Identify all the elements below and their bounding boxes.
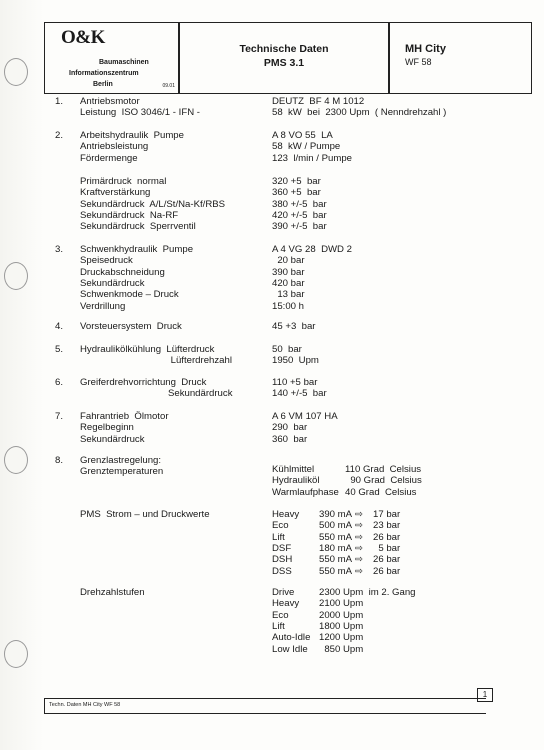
- doc-subtitle: PMS 3.1: [263, 57, 305, 69]
- pms-pressure: 5 bar: [373, 542, 401, 554]
- spec-value: 390 +/-5 bar: [272, 221, 327, 233]
- section-number: 2.: [55, 130, 64, 141]
- spec-label: Schwenkhydraulik Pumpe: [80, 244, 194, 255]
- header-title-box: [178, 22, 390, 94]
- pms-mode: DSS: [272, 565, 292, 577]
- speed-value: 1800 Upm: [319, 620, 364, 632]
- spec-value: 20 bar: [272, 255, 305, 267]
- pms-arrow-icon: ⇨: [355, 520, 364, 532]
- pms-current: 550 mA: [319, 565, 353, 577]
- spec-value: 123 l/min / Pumpe: [272, 152, 352, 164]
- speed-value: 2100 Upm: [319, 598, 364, 610]
- spec-value: 380 +/-5 bar: [272, 198, 327, 210]
- spec-label: Sekundärdruck Na-RF: [80, 209, 179, 221]
- temp-value: 90 Grad Celsius: [345, 475, 422, 487]
- spec-value: A 8 VO 55 LA: [272, 130, 333, 141]
- section-number: 8.: [55, 455, 64, 466]
- punch-hole: [4, 262, 28, 290]
- spec-label: Druckabschneidung: [80, 266, 165, 278]
- spec-label: Leistung ISO 3046/1 - IFN -: [80, 107, 200, 119]
- spec-label: Primärdruck normal: [80, 176, 167, 187]
- logo-line1: Baumaschinen: [99, 59, 149, 66]
- pms-current: 550 mA: [319, 554, 353, 566]
- speed-mode: Drive: [272, 587, 295, 598]
- pms-arrow-icon: ⇨: [355, 531, 364, 543]
- spec-value: 360 +5 bar: [272, 187, 321, 199]
- footer-text: Techn. Daten MH City WF 58: [49, 702, 121, 708]
- speed-mode: Lift: [272, 620, 285, 632]
- spec-label: Grenzlastregelung:: [80, 455, 162, 466]
- spec-value: 45 +3 bar: [272, 321, 316, 332]
- pms-mode: Heavy: [272, 509, 300, 520]
- spec-label: Grenztemperaturen: [80, 466, 164, 478]
- section-number: 3.: [55, 244, 64, 255]
- temp-name: Warmlaufphase: [272, 486, 339, 498]
- spec-label: Antriebsleistung: [80, 141, 149, 153]
- temp-value: 110 Grad Celsius: [345, 464, 422, 475]
- header-logo-box: [44, 22, 180, 94]
- spec-value: 1950 Upm: [272, 355, 319, 367]
- spec-label: Speisedruck: [80, 255, 133, 267]
- spec-value: 360 bar: [272, 433, 308, 445]
- spec-label: Lüfterdrehzahl: [80, 355, 232, 367]
- pms-label: PMS Strom – und Druckwerte: [80, 509, 210, 520]
- spec-label: Kraftverstärkung: [80, 187, 151, 199]
- model-name: MH City: [405, 43, 446, 55]
- pms-pressure: 26 bar: [373, 531, 401, 543]
- spec-label: Fördermenge: [80, 152, 138, 164]
- spec-label: Sekundärdruck Sperrventil: [80, 221, 196, 233]
- pms-mode: DSH: [272, 554, 293, 566]
- doc-title: Technische Daten: [239, 43, 329, 55]
- spec-value: DEUTZ BF 4 M 1012: [272, 96, 365, 107]
- speed-mode: Eco: [272, 609, 289, 621]
- spec-label: Antriebsmotor: [80, 96, 140, 107]
- spec-label: Sekundärdruck: [80, 277, 145, 289]
- spec-label: Fahrantrieb Ölmotor: [80, 411, 169, 422]
- company-logo: O&K: [61, 27, 105, 48]
- punch-hole: [4, 640, 28, 668]
- temp-value: 40 Grad Celsius: [345, 486, 417, 498]
- pms-current: 180 mA: [319, 542, 353, 554]
- section-number: 1.: [55, 96, 64, 107]
- speed-mode: Low Idle: [272, 643, 308, 655]
- pms-arrow-icon: ⇨: [355, 554, 364, 566]
- spec-value: A 6 VM 107 HA: [272, 411, 338, 422]
- spec-label: Sekundärdruck A/L/St/Na-Kf/RBS: [80, 198, 226, 210]
- spec-value: 290 bar: [272, 422, 308, 434]
- spec-label: Vorsteuersystem Druck: [80, 321, 182, 332]
- spec-value: 50 bar: [272, 344, 302, 355]
- spec-value: A 4 VG 28 DWD 2: [272, 244, 352, 255]
- punch-hole: [4, 58, 28, 86]
- footer-box: [44, 698, 486, 714]
- speed-value: 2000 Upm: [319, 609, 364, 621]
- spec-value: 420 +/-5 bar: [272, 209, 327, 221]
- spec-value: 320 +5 bar: [272, 176, 321, 187]
- pms-pressure: 26 bar: [373, 554, 401, 566]
- temp-name: Hydrauliköl: [272, 475, 320, 487]
- punch-hole: [4, 446, 28, 474]
- pms-pressure: 26 bar: [373, 565, 401, 577]
- speed-mode: Auto-Idle: [272, 632, 311, 644]
- spec-label: Greiferdrehvorrichtung Druck: [80, 377, 207, 388]
- page-number: 1: [477, 688, 493, 702]
- pms-mode: Eco: [272, 520, 289, 532]
- spec-value: 420 bar: [272, 277, 305, 289]
- section-number: 4.: [55, 321, 64, 332]
- logo-line2: Informationszentrum: [69, 70, 139, 77]
- model-sub: WF 58: [405, 57, 432, 67]
- pms-mode: DSF: [272, 542, 292, 554]
- spec-value: 110 +5 bar: [272, 377, 318, 388]
- section-number: 7.: [55, 411, 64, 422]
- speed-value: 2300 Upm im 2. Gang: [319, 587, 416, 598]
- speed-label: Drehzahlstufen: [80, 587, 145, 598]
- spec-label: Schwenkmode – Druck: [80, 289, 179, 301]
- pms-arrow-icon: ⇨: [355, 565, 364, 577]
- header-model-box: [388, 22, 532, 94]
- spec-label: Sekundärdruck: [80, 433, 145, 445]
- spec-label: Hydraulikölkühlung Lüfterdruck: [80, 344, 215, 355]
- spec-label: Arbeitshydraulik Pumpe: [80, 130, 184, 141]
- speed-mode: Heavy: [272, 598, 300, 610]
- pms-mode: Lift: [272, 531, 285, 543]
- pms-current: 390 mA: [319, 509, 353, 520]
- spec-value: 15:00 h: [272, 300, 305, 312]
- temp-name: Kühlmittel: [272, 464, 315, 475]
- spec-value: 58 kW / Pumpe: [272, 141, 341, 153]
- logo-line3: Berlin: [93, 81, 113, 88]
- pms-pressure: 23 bar: [373, 520, 401, 532]
- spec-value: 140 +/-5 bar: [272, 388, 327, 400]
- pms-arrow-icon: ⇨: [355, 542, 364, 554]
- pms-pressure: 17 bar: [373, 509, 401, 520]
- spec-label: Sekundärdruck: [80, 388, 233, 400]
- logo-date: 09.01: [162, 83, 175, 89]
- speed-value: 850 Upm: [319, 643, 364, 655]
- spec-value: 58 kW bei 2300 Upm ( Nenndrehzahl ): [272, 107, 447, 119]
- pms-current: 500 mA: [319, 520, 353, 532]
- spec-label: Regelbeginn: [80, 422, 134, 434]
- spec-value: 13 bar: [272, 289, 305, 301]
- pms-current: 550 mA: [319, 531, 353, 543]
- section-number: 5.: [55, 344, 64, 355]
- pms-arrow-icon: ⇨: [355, 509, 364, 520]
- spec-label: Verdrillung: [80, 300, 126, 312]
- speed-value: 1200 Upm: [319, 632, 364, 644]
- spec-value: 390 bar: [272, 266, 305, 278]
- section-number: 6.: [55, 377, 64, 388]
